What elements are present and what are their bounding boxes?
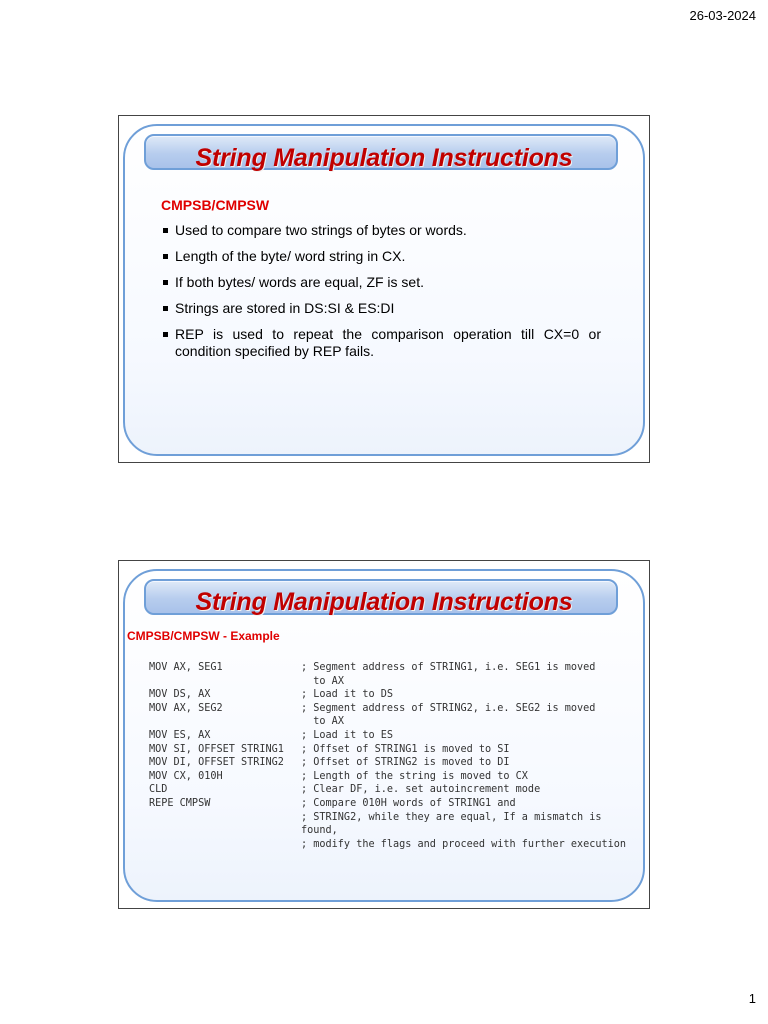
code-line	[149, 702, 639, 729]
code-instruction: MOV AX, SEG1	[149, 662, 223, 673]
code-instruction: MOV CX, 010H	[149, 770, 223, 782]
code-instruction: MOV AX, SEG2	[149, 702, 223, 714]
code-line	[149, 797, 639, 811]
code-instruction: CLD	[149, 784, 168, 796]
code-line	[149, 729, 639, 743]
code-instruction: MOV ES, AX	[149, 729, 211, 741]
code-comment: ; Segment address of STRING2, i.e. SEG2 is moved to AX	[301, 702, 596, 728]
code-instruction	[149, 838, 301, 852]
code-instruction: MOV DS, AX	[149, 689, 211, 701]
code-line	[149, 743, 639, 757]
page-date: 26-03-2024	[689, 8, 756, 23]
code-line	[149, 756, 639, 770]
code-comment: ; Offset of STRING2 is moved to DI	[301, 757, 510, 769]
code-line	[149, 688, 639, 702]
code-comment: ; Load it to DS	[301, 689, 394, 701]
code-comment: ; Compare 010H words of STRING1 and	[301, 797, 516, 809]
slide-title: String Manipulation Instructions	[195, 144, 573, 172]
code-line	[149, 838, 639, 852]
example-heading: CMPSB/CMPSW - Example	[127, 629, 280, 643]
code-comment: ; Segment address of STRING1, i.e. SEG1 is moved to AX	[301, 662, 596, 687]
code-instruction: REPE CMPSW	[149, 797, 211, 809]
slide-2	[118, 560, 650, 909]
code-instruction: MOV SI, OFFSET STRING1	[149, 743, 284, 755]
instruction-subtitle: CMPSB/CMPSW	[161, 197, 270, 213]
code-line	[149, 811, 639, 838]
code-line	[149, 661, 639, 688]
slide-title: String Manipulation Instructions	[195, 588, 573, 616]
code-line	[149, 783, 639, 797]
code-comment: ; Load it to ES	[301, 729, 394, 741]
code-comment: ; STRING2, while they are equal, If a mismatch is found,	[301, 811, 608, 837]
bullet-item: If both bytes/ words are equal, ZF is set.	[161, 274, 601, 291]
bullet-item: Used to compare two strings of bytes or words.	[161, 222, 601, 239]
bullet-item: Strings are stored in DS:SI & ES:DI	[161, 300, 601, 317]
code-listing	[149, 661, 639, 851]
code-comment: ; Offset of STRING1 is moved to SI	[301, 743, 510, 755]
slide-1	[118, 115, 650, 463]
bullet-item: Length of the byte/ word string in CX.	[161, 248, 601, 265]
code-instruction: MOV DI, OFFSET STRING2	[149, 757, 284, 769]
bullet-item: REP is used to repeat the comparison operation till CX=0 or condition specified by REP fails.	[161, 326, 601, 360]
bullet-list	[161, 222, 601, 369]
code-instruction	[149, 811, 301, 838]
page-number: 1	[748, 991, 756, 1006]
code-comment: ; Clear DF, i.e. set autoincrement mode	[301, 784, 541, 796]
code-comment: ; Length of the string is moved to CX	[301, 770, 528, 782]
code-line	[149, 770, 639, 784]
code-comment: ; modify the flags and proceed with further execution	[301, 838, 627, 850]
